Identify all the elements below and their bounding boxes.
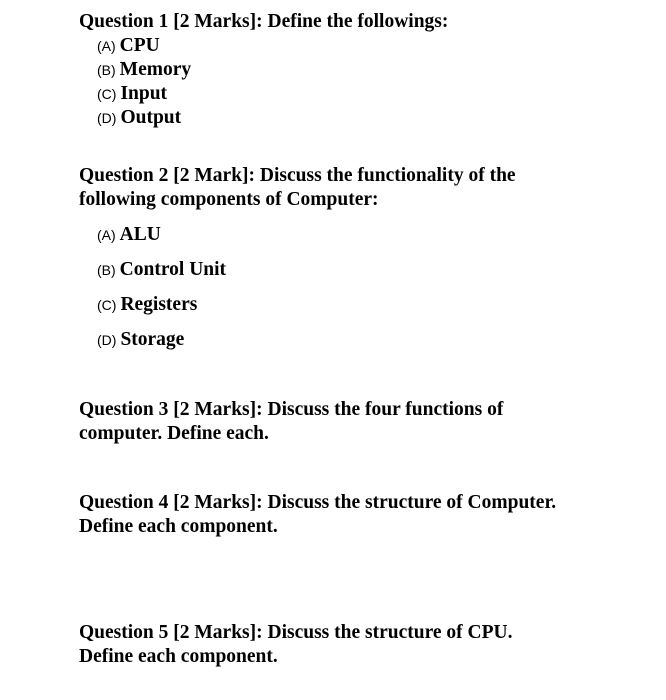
option-letter: (C): [97, 297, 117, 313]
question-5-line-1: Question 5 [2 Marks]: Discuss the structure of CPU.: [79, 622, 513, 643]
option-letter: (A): [97, 38, 116, 54]
question-4-heading: [79, 491, 639, 539]
question-1-option-d: [97, 106, 181, 130]
question-2-option-a: [97, 223, 161, 247]
option-text: Registers: [120, 294, 198, 315]
question-4-line-2: Define each component.: [79, 516, 278, 537]
question-3-line-1: Question 3 [2 Marks]: Discuss the four functions of: [79, 399, 504, 420]
question-4-line-1: Question 4 [2 Marks]: Discuss the structure of Computer.: [79, 492, 557, 513]
option-letter: (D): [97, 110, 117, 126]
question-5-heading: [79, 621, 639, 669]
question-2-line-1: Question 2 [2 Mark]: Discuss the functionality of the: [79, 165, 516, 186]
question-2-option-b: [97, 258, 226, 282]
option-text: Control Unit: [119, 259, 227, 280]
question-1-option-a: [97, 34, 160, 58]
option-letter: (C): [97, 86, 117, 102]
question-2-option-d: [97, 328, 184, 352]
option-letter: (B): [97, 262, 116, 278]
option-letter: (B): [97, 62, 116, 78]
question-3-heading: [79, 398, 639, 446]
question-1-line-1: Question 1 [2 Marks]: Define the followings:: [79, 11, 449, 32]
question-1-heading: [79, 10, 639, 34]
option-text: Memory: [119, 59, 192, 80]
option-text: Input: [120, 83, 168, 104]
option-text: CPU: [119, 35, 160, 56]
question-3-line-2: computer. Define each.: [79, 423, 269, 444]
question-5-line-2: Define each component.: [79, 646, 278, 667]
option-letter: (A): [97, 227, 116, 243]
option-text: ALU: [119, 224, 161, 245]
question-2-heading: [79, 164, 639, 212]
question-1-option-b: [97, 58, 191, 82]
option-text: Output: [120, 107, 182, 128]
question-1-option-c: [97, 82, 167, 106]
question-2-option-c: [97, 293, 197, 317]
question-2-line-2: following components of Computer:: [79, 189, 379, 210]
option-text: Storage: [120, 329, 185, 350]
option-letter: (D): [97, 332, 117, 348]
